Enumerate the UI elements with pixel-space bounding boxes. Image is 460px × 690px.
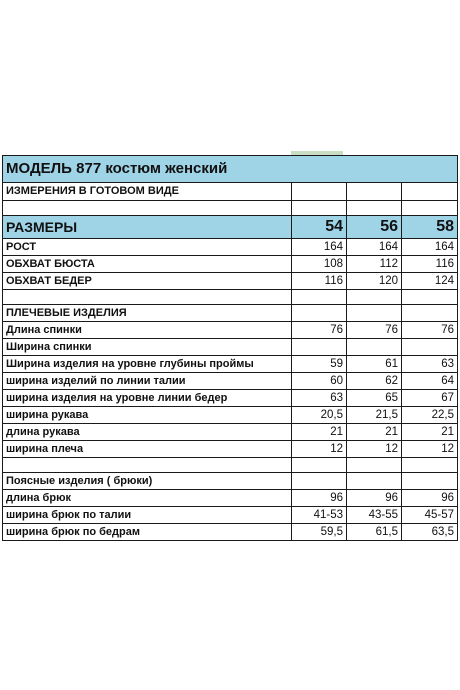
cell-value: 76 [402, 322, 458, 339]
cell-value: 108 [292, 256, 347, 273]
cell-value: 63 [402, 356, 458, 373]
table-row [3, 322, 458, 339]
cell-value: 120 [347, 273, 402, 290]
row-label: Ширина спинки [3, 339, 292, 356]
shoulder-section-heading: ПЛЕЧЕВЫЕ ИЗДЕЛИЯ [3, 305, 292, 322]
cell-value: 124 [402, 273, 458, 290]
size-54: 54 [292, 216, 347, 239]
cell-value: 61,5 [347, 524, 402, 541]
row-label: ОБХВАТ БЕДЕР [3, 273, 292, 290]
table-row [3, 490, 458, 507]
cell-value: 12 [347, 441, 402, 458]
table-row [3, 239, 458, 256]
size-chart-table [2, 155, 458, 541]
blank-row [3, 458, 458, 473]
row-label: ОБХВАТ БЮСТА [3, 256, 292, 273]
table-row [3, 407, 458, 424]
table-row [3, 273, 458, 290]
cell-value: 63 [292, 390, 347, 407]
measurements-subtitle: ИЗМЕРЕНИЯ В ГОТОВОМ ВИДЕ [3, 183, 292, 201]
cell-value: 62 [347, 373, 402, 390]
row-label: ширина брюк по бедрам [3, 524, 292, 541]
table-row [3, 390, 458, 407]
section-heading-row [3, 473, 458, 490]
subtitle-row [3, 183, 458, 201]
cell-value: 116 [292, 273, 347, 290]
cell-value: 21,5 [347, 407, 402, 424]
row-label: ширина изделия на уровне линии бедер [3, 390, 292, 407]
cell-value: 21 [402, 424, 458, 441]
table-row [3, 373, 458, 390]
table-row [3, 424, 458, 441]
cell-value: 67 [402, 390, 458, 407]
row-label: ширина рукава [3, 407, 292, 424]
cell-value: 20,5 [292, 407, 347, 424]
cell-value: 60 [292, 373, 347, 390]
cell-value: 41-53 [292, 507, 347, 524]
cell-value: 164 [292, 239, 347, 256]
cell-value: 21 [292, 424, 347, 441]
cell-value [292, 339, 347, 356]
blank-row [3, 290, 458, 305]
table-row [3, 256, 458, 273]
cell-value: 45-57 [402, 507, 458, 524]
row-label: длина рукава [3, 424, 292, 441]
cell-value: 164 [402, 239, 458, 256]
size-56: 56 [347, 216, 402, 239]
table-row [3, 441, 458, 458]
section-heading-row [3, 305, 458, 322]
cell-value: 64 [402, 373, 458, 390]
cell-value: 96 [292, 490, 347, 507]
cell-value: 61 [347, 356, 402, 373]
cell-value: 76 [347, 322, 402, 339]
cell-value: 43-55 [347, 507, 402, 524]
size-58: 58 [402, 216, 458, 239]
cell-value: 59,5 [292, 524, 347, 541]
sizes-label: РАЗМЕРЫ [3, 216, 292, 239]
cell-value: 112 [347, 256, 402, 273]
cell-value [347, 339, 402, 356]
cell-value: 12 [402, 441, 458, 458]
row-label: ширина брюк по талии [3, 507, 292, 524]
sizes-header-row [3, 216, 458, 239]
row-label: ширина изделий по линии талии [3, 373, 292, 390]
cell-value: 164 [347, 239, 402, 256]
row-label: Длина спинки [3, 322, 292, 339]
cell-value [402, 339, 458, 356]
model-title: МОДЕЛЬ 877 костюм женский [3, 156, 292, 183]
title-row [3, 156, 458, 183]
table-row [3, 356, 458, 373]
row-label: ширина плеча [3, 441, 292, 458]
table-row [3, 339, 458, 356]
cell-value: 65 [347, 390, 402, 407]
cell-value: 96 [347, 490, 402, 507]
table-row [3, 524, 458, 541]
cell-value: 22,5 [402, 407, 458, 424]
cell-value: 21 [347, 424, 402, 441]
cell-value: 116 [402, 256, 458, 273]
cell-value: 63,5 [402, 524, 458, 541]
cell-value: 76 [292, 322, 347, 339]
table-row [3, 507, 458, 524]
trousers-section-heading: Поясные изделия ( брюки) [3, 473, 292, 490]
row-label: Ширина изделия на уровне глубины проймы [3, 356, 292, 373]
blank-row [3, 201, 458, 216]
row-label: длина брюк [3, 490, 292, 507]
cell-value: 59 [292, 356, 347, 373]
cell-value: 12 [292, 441, 347, 458]
cell-value: 96 [402, 490, 458, 507]
row-label: РОСТ [3, 239, 292, 256]
